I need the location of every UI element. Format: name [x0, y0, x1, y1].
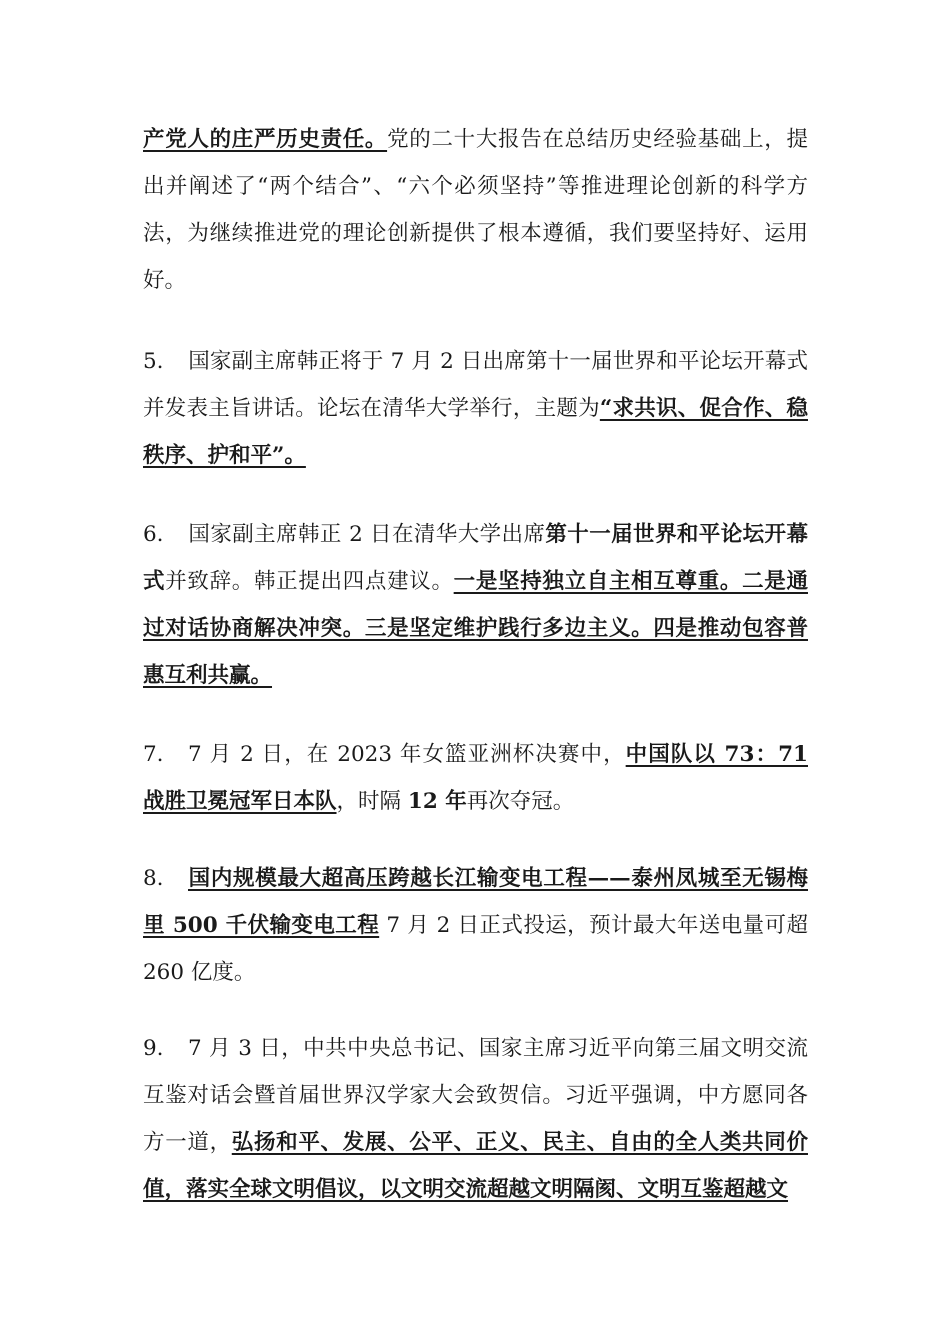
emphasis-text: 一是坚持独立自主相互尊重。二是通过对话协商解决冲突。三是坚定维护践行多边主义。四是推动包容普惠互利共赢。 [143, 569, 808, 688]
item-number: 8. [143, 866, 164, 891]
paragraph-item-5 [143, 338, 808, 479]
body-text: 党的二十大报告在总结历史经验基础上，提出并阐述了“两个结合”、“六个必须坚持”等推进理论创新的科学方法，为继续推进党的理论创新提供了根本遵循，我们要坚持好、运用好。 [143, 127, 808, 293]
item-number: 6. [143, 522, 164, 547]
body-text: 7 月 3 日，中共中央总书记、国家主席习近平向第三届文明交流互鉴对话会暨首届世界汉学家大会致贺信。习近平强调，中方愿同各方一道， [143, 1036, 808, 1155]
paragraph-item-8 [143, 855, 808, 996]
body-text: 7 月 2 日正式投运，预计最大年送电量可超 260 亿度。 [143, 913, 808, 985]
bold-text: 12 年 [407, 789, 467, 814]
body-text: ，时隔 [336, 789, 408, 814]
body-text: 7 月 2 日，在 2023 年女篮亚洲杯决赛中， [188, 742, 626, 767]
item-number: 7. [143, 742, 164, 767]
body-text: 国家副主席韩正将于 7 月 2 日出席第十一届世界和平论坛开幕式并发表主旨讲话。论坛在清华大学举行，主题为 [143, 349, 808, 421]
emphasis-text: “求共识、促合作、稳秩序、护和平”。 [143, 396, 808, 468]
emphasis-text: 国内规模最大超高压跨越长江输变电工程——泰州凤城至无锡梅里 500 千伏输变电工程 [143, 866, 808, 938]
body-text: 国家副主席韩正 2 日在清华大学出席 [188, 522, 546, 547]
paragraph-item-7 [143, 731, 808, 825]
emphasis-text: 产党人的庄严历史责任。 [143, 127, 388, 152]
item-number: 9. [143, 1036, 164, 1061]
emphasis-text: 弘扬和平、发展、公平、正义、民主、自由的全人类共同价值，落实全球文明倡议，以文明交流超越文明隔阂、文明互鉴超越文 [143, 1130, 808, 1202]
emphasis-text: 中国队以 73：71 战胜卫冕冠军日本队 [143, 742, 808, 814]
body-text: 再次夺冠。 [466, 789, 575, 814]
paragraph-item-9 [143, 1025, 808, 1213]
paragraph-continuation [143, 116, 808, 304]
paragraph-item-6 [143, 511, 808, 699]
body-text: 并致辞。韩正提出四点建议。 [165, 569, 454, 594]
item-number: 5. [143, 349, 164, 374]
bold-text: 第十一届世界和平论坛开幕式 [143, 522, 808, 594]
